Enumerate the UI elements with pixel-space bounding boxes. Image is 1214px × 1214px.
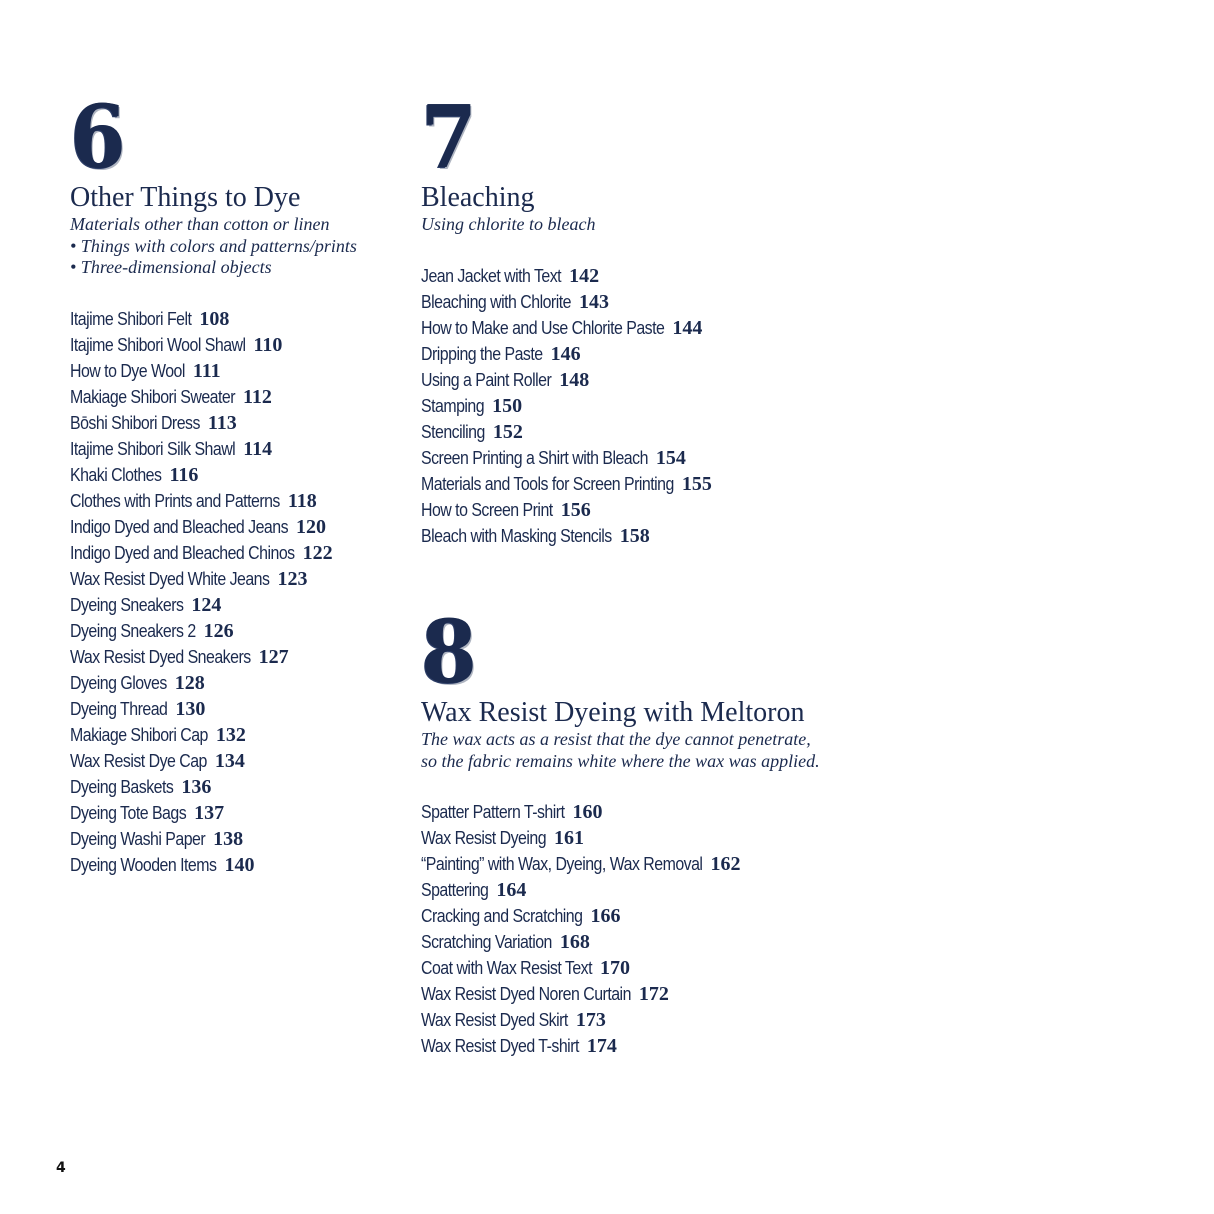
chapter-subtitle: [421, 214, 712, 236]
toc-entry-title: Wax Resist Dyed Skirt: [421, 1009, 568, 1030]
toc-entry-title: How to Dye Wool: [70, 359, 185, 381]
toc-entry-page: 142: [569, 264, 600, 287]
toc-entry-page: 138: [213, 827, 244, 850]
subtitle-line: • Three-dimensional objects: [70, 257, 272, 277]
toc-entry: [70, 410, 357, 436]
toc-entry-page: 160: [572, 801, 603, 823]
toc-entry-title: Materials and Tools for Screen Printing: [421, 472, 674, 494]
toc-entry-title: Itajime Shibori Wool Shawl: [70, 333, 246, 355]
toc-entry-page: 162: [710, 853, 741, 875]
toc-entry: [70, 436, 357, 462]
toc-entry-page: 111: [192, 359, 221, 382]
toc-entry: [421, 955, 820, 981]
toc-entry-page: 137: [194, 801, 225, 824]
toc-entry-page: 124: [191, 593, 222, 616]
chapter-subtitle: [70, 214, 357, 279]
toc-entry-page: 110: [253, 333, 283, 356]
toc-entry-page: 152: [492, 420, 523, 443]
toc-entry-title: Dyeing Wooden Items: [70, 853, 217, 875]
toc-entry-page: 161: [554, 827, 585, 849]
chapter-number: 7: [421, 87, 475, 188]
toc-entry-page: 120: [296, 515, 327, 538]
chapter-7: [421, 87, 712, 549]
toc-entry-page: 134: [214, 749, 245, 772]
toc-entry: [421, 825, 820, 851]
toc-entry-title: Spattering: [421, 879, 489, 900]
toc-entry-page: 118: [287, 489, 317, 512]
toc-entry: [70, 514, 357, 540]
toc-entry-title: Wax Resist Dyed T-shirt: [421, 1035, 579, 1056]
toc-entry-page: 154: [655, 446, 686, 469]
toc-entry: [70, 852, 357, 878]
chapter-title: Bleaching: [421, 182, 535, 213]
toc-entry-title: Dyeing Sneakers 2: [70, 619, 196, 641]
subtitle-line: The wax acts as a resist that the dye cannot penetrate,: [421, 729, 811, 749]
toc-entry-page: 140: [224, 853, 255, 876]
toc-entry-title: Itajime Shibori Felt: [70, 307, 192, 329]
toc-entry-page: 114: [243, 437, 273, 460]
chapter-6: [70, 87, 357, 878]
toc-entry-title: Bleach with Masking Stencils: [421, 524, 612, 546]
toc-entry-page: 126: [203, 619, 234, 642]
toc-entry-title: Wax Resist Dyed Noren Curtain: [421, 983, 631, 1004]
toc-entry-page: 174: [586, 1035, 617, 1057]
toc-entry-page: 164: [496, 879, 527, 901]
chapter-number: 8: [421, 602, 475, 703]
toc-entry-title: Using a Paint Roller: [421, 368, 552, 390]
toc-entry-title: Dyeing Washi Paper: [70, 827, 206, 849]
toc-entry: [421, 315, 712, 341]
toc-entry-list: [421, 263, 712, 549]
toc-entry: [70, 670, 357, 696]
toc-entry: [70, 332, 357, 358]
toc-entry: [421, 1033, 820, 1059]
toc-entry-page: 136: [181, 775, 212, 798]
toc-entry-page: 170: [600, 957, 630, 979]
toc-entry-title: Dripping the Paste: [421, 342, 543, 364]
toc-entry-page: 150: [492, 394, 523, 417]
toc-entry-title: Wax Resist Dyed White Jeans: [70, 567, 270, 589]
toc-entry-list: [70, 306, 357, 878]
toc-entry-page: 123: [277, 567, 308, 590]
toc-entry: [70, 696, 357, 722]
toc-entry-title: “Painting” with Wax, Dyeing, Wax Removal: [421, 853, 703, 874]
chapter-8: [421, 602, 820, 1059]
toc-entry-title: Bōshi Shibori Dress: [70, 411, 200, 433]
toc-entry: [421, 799, 820, 825]
toc-entry: [421, 419, 712, 445]
subtitle-line: • Things with colors and patterns/prints: [70, 235, 357, 256]
toc-entry-title: Wax Resist Dye Cap: [70, 749, 207, 771]
toc-entry: [70, 592, 357, 618]
toc-entry: [421, 929, 820, 955]
subtitle-line: so the fabric remains white where the wax was applied.: [421, 750, 820, 771]
toc-entry-title: Dyeing Gloves: [70, 671, 167, 693]
toc-entry-page: 144: [672, 316, 703, 339]
toc-entry-title: Makiage Shibori Sweater: [70, 385, 235, 407]
toc-entry: [70, 826, 357, 852]
toc-entry-title: How to Make and Use Chlorite Paste: [421, 316, 665, 338]
toc-entry-page: 143: [578, 290, 609, 313]
toc-entry-title: Itajime Shibori Silk Shawl: [70, 437, 236, 459]
toc-entry: [421, 263, 712, 289]
toc-entry-page: 128: [174, 671, 205, 694]
toc-entry: [421, 341, 712, 367]
toc-entry-page: 127: [258, 645, 289, 668]
toc-entry: [421, 393, 712, 419]
toc-entry-title: Makiage Shibori Cap: [70, 723, 208, 745]
toc-entry: [421, 445, 712, 471]
toc-entry-page: 168: [559, 931, 590, 953]
toc-entry: [421, 367, 712, 393]
chapter-subtitle: [421, 729, 820, 772]
toc-entry-page: 158: [619, 524, 650, 547]
toc-entry: [421, 851, 820, 877]
chapter-number: 6: [70, 87, 124, 188]
toc-entry: [70, 462, 357, 488]
toc-entry-page: 146: [550, 342, 581, 365]
toc-entry-page: 130: [175, 697, 206, 720]
page-number: 4: [56, 1160, 66, 1176]
toc-entry: [70, 748, 357, 774]
toc-entry-title: Stamping: [421, 394, 485, 416]
toc-entry-page: 155: [681, 472, 712, 495]
toc-entry-page: 156: [560, 498, 591, 521]
toc-entry-page: 116: [169, 463, 199, 486]
toc-entry-title: Indigo Dyed and Bleached Jeans: [70, 515, 289, 537]
toc-entry-title: How to Screen Print: [421, 498, 553, 520]
toc-entry: [70, 618, 357, 644]
toc-entry-title: Khaki Clothes: [70, 463, 162, 485]
toc-entry-title: Spatter Pattern T-shirt: [421, 801, 565, 822]
toc-entry: [70, 306, 357, 332]
toc-entry: [70, 358, 357, 384]
toc-entry-title: Scratching Variation: [421, 931, 552, 952]
toc-entry-page: 132: [215, 723, 246, 746]
subtitle-line: Materials other than cotton or linen: [70, 214, 330, 234]
toc-entry: [70, 540, 357, 566]
toc-entry-title: Dyeing Thread: [70, 697, 168, 719]
toc-entry: [421, 1007, 820, 1033]
toc-entry: [421, 877, 820, 903]
toc-entry-title: Wax Resist Dyeing: [421, 827, 547, 848]
toc-entry-title: Clothes with Prints and Patterns: [70, 489, 280, 511]
toc-entry-page: 148: [559, 368, 590, 391]
toc-entry: [70, 722, 357, 748]
toc-entry-title: Dyeing Baskets: [70, 775, 174, 797]
chapter-title: Wax Resist Dyeing with Meltoron: [421, 697, 805, 728]
toc-entry-title: Wax Resist Dyed Sneakers: [70, 645, 251, 667]
toc-entry: [421, 903, 820, 929]
toc-entry-title: Dyeing Sneakers: [70, 593, 184, 615]
toc-entry-title: Indigo Dyed and Bleached Chinos: [70, 541, 295, 563]
toc-entry: [70, 488, 357, 514]
toc-entry: [421, 523, 712, 549]
toc-entry: [421, 289, 712, 315]
toc-entry-page: 108: [199, 307, 230, 330]
toc-entry: [70, 774, 357, 800]
toc-entry-title: Cracking and Scratching: [421, 905, 583, 926]
toc-entry: [421, 471, 712, 497]
toc-entry-title: Bleaching with Chlorite: [421, 290, 571, 312]
toc-entry: [70, 644, 357, 670]
toc-entry: [70, 384, 357, 410]
toc-entry-title: Dyeing Tote Bags: [70, 801, 187, 823]
toc-entry-page: 112: [242, 385, 272, 408]
toc-entry-title: Stenciling: [421, 420, 485, 442]
toc-entry-title: Screen Printing a Shirt with Bleach: [421, 446, 648, 468]
toc-entry-page: 113: [207, 411, 237, 434]
subtitle-line: Using chlorite to bleach: [421, 214, 596, 234]
toc-entry: [421, 981, 820, 1007]
toc-entry: [421, 497, 712, 523]
toc-entry: [70, 566, 357, 592]
chapter-title: Other Things to Dye: [70, 182, 301, 213]
toc-entry-page: 166: [590, 905, 621, 927]
toc-entry-title: Jean Jacket with Text: [421, 264, 562, 286]
toc-entry-page: 122: [302, 541, 333, 564]
toc-entry-title: Coat with Wax Resist Text: [421, 957, 593, 978]
toc-entry-page: 172: [638, 983, 669, 1005]
toc-entry-page: 173: [575, 1009, 606, 1031]
toc-entry: [70, 800, 357, 826]
toc-entry-list: [421, 799, 820, 1059]
